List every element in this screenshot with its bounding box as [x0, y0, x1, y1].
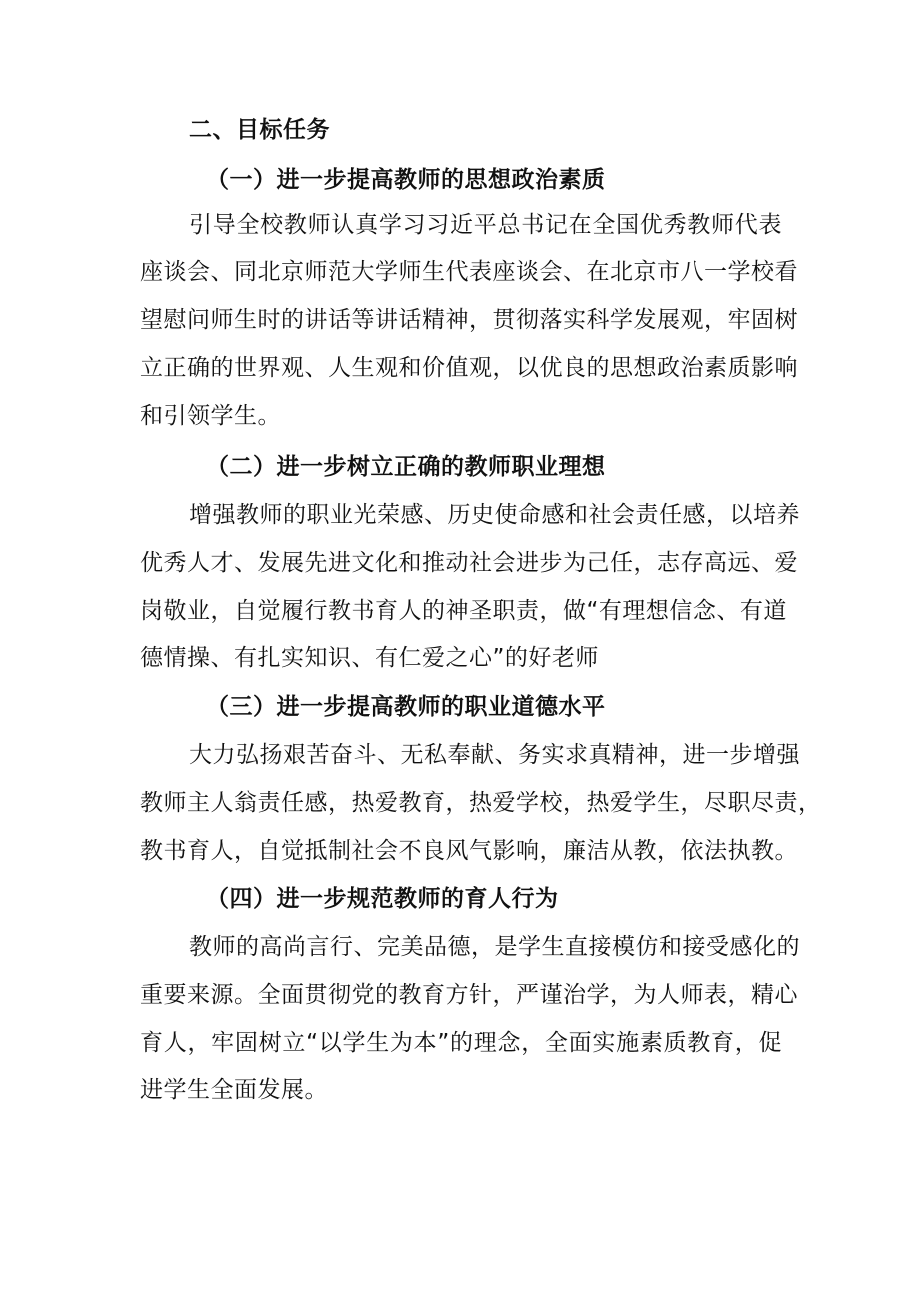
paragraph-4-line-4: 进学生全面发展。 — [140, 1077, 328, 1103]
paragraph-1-line-5: 和引领学生。 — [140, 403, 281, 429]
subsection-heading-4: （四）进一步规范教师的育人行为 — [206, 886, 559, 912]
paragraph-2-line-3: 岗敬业，自觉履行教书育人的神圣职责，做“有理想信念、有道 — [140, 598, 787, 624]
paragraph-3-line-3: 教书育人，自觉抵制社会不良风气影响，廉洁从教，依法执教。 — [140, 838, 798, 864]
subsection-heading-1: （一）进一步提高教师的思想政治素质 — [206, 167, 606, 193]
paragraph-1-line-2: 座谈会、同北京师范大学师生代表座谈会、在北京市八一学校看 — [140, 259, 798, 285]
subsection-heading-3: （三）进一步提高教师的职业道德水平 — [206, 694, 606, 720]
subsection-heading-2: （二）进一步树立正确的教师职业理想 — [206, 454, 606, 480]
paragraph-4-line-1: 教师的高尚言行、完美品德，是学生直接模仿和接受感化的 — [189, 934, 800, 960]
paragraph-3-line-2: 教师主人翁责任感，热爱教育，热爱学校，热爱学生，尽职尽责， — [140, 790, 822, 816]
paragraph-4-line-3: 育人，牢固树立“以学生为本”的理念，全面实施素质教育，促 — [140, 1030, 782, 1056]
paragraph-4-line-2: 重要来源。全面贯彻党的教育方针，严谨治学，为人师表，精心 — [140, 982, 798, 1008]
section-title: 二、目标任务 — [189, 117, 330, 143]
paragraph-3-line-1: 大力弘扬艰苦奋斗、无私奉献、务实求真精神，进一步增强 — [189, 742, 800, 768]
paragraph-2-line-4: 德情操、有扎实知识、有仁爱之心”的好老师 — [140, 645, 599, 671]
paragraph-1-line-3: 望慰问师生时的讲话等讲话精神，贯彻落实科学发展观，牢固树 — [140, 307, 798, 333]
paragraph-1-line-4: 立正确的世界观、人生观和价值观，以优良的思想政治素质影响 — [140, 355, 798, 381]
paragraph-1-line-1: 引导全校教师认真学习习近平总书记在全国优秀教师代表 — [189, 212, 782, 238]
paragraph-2-line-1: 增强教师的职业光荣感、历史使命感和社会责任感，以培养 — [189, 502, 800, 528]
paragraph-2-line-2: 优秀人才、发展先进文化和推动社会进步为己任，志存高远、爱 — [140, 550, 798, 576]
